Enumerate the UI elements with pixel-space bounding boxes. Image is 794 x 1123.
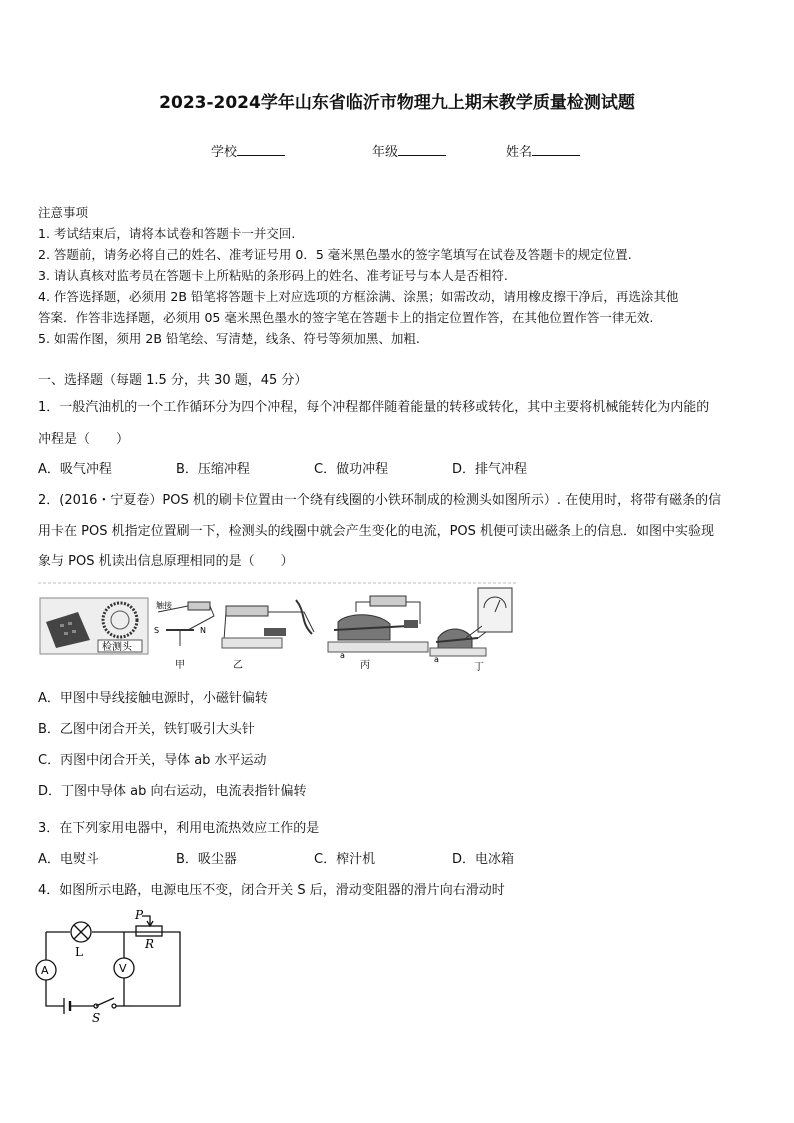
q3-option-b[interactable]: B．吸尘器 bbox=[176, 852, 237, 867]
figure-jia bbox=[154, 600, 214, 671]
lamp-l-label: L bbox=[75, 945, 83, 959]
q1-option-d[interactable]: D．排气冲程 bbox=[452, 462, 528, 477]
note-item: 2. 答题前，请务必将自己的姓名、准考证号用 0．5 毫米黑色墨水的签字笔填写在试卷及答题卡的规定位置. bbox=[38, 247, 632, 262]
q2-text: 2．(2016・宁夏卷）POS 机的刷卡位置由一个绕有线圈的小铁环制成的检测头如图所示）. 在使用时，将带有磁条的信 bbox=[38, 493, 722, 508]
q2-text: 象与 POS 机读出信息原理相同的是（ ） bbox=[38, 554, 294, 569]
detector-label: 检测头 bbox=[102, 642, 132, 653]
q1-text: 冲程是（ ） bbox=[38, 432, 130, 447]
q2-option-a[interactable]: A．甲图中导线接触电源时，小磁针偏转 bbox=[38, 691, 268, 706]
q2-option-c[interactable]: C．丙图中闭合开关，导体 ab 水平运动 bbox=[38, 753, 267, 768]
figure-ding bbox=[430, 588, 512, 673]
q2-option-b[interactable]: B．乙图中闭合开关，铁钉吸引大头针 bbox=[38, 722, 255, 737]
q1-option-a[interactable]: A．吸气冲程 bbox=[38, 462, 112, 477]
svg-text:a: a bbox=[340, 651, 345, 660]
svg-text:a: a bbox=[434, 655, 439, 664]
q3-option-c[interactable]: C．榨汁机 bbox=[314, 852, 376, 867]
name-field[interactable] bbox=[506, 141, 580, 160]
pos-detector-figure bbox=[40, 598, 148, 654]
note-item: 4. 作答选择题，必须用 2B 铅笔将答题卡上对应选项的方框涂满、涂黑；如需改动，请用橡皮擦干净后，再选涂其他 bbox=[38, 289, 679, 304]
switch-s-label: S bbox=[92, 1011, 101, 1025]
note-item: 1. 考试结束后，请将本试卷和答题卡一并交回. bbox=[38, 226, 296, 241]
svg-text:触接: 触接 bbox=[156, 601, 172, 610]
yi-label: 乙 bbox=[233, 660, 243, 671]
jia-label: 甲 bbox=[175, 660, 185, 671]
name-label: 姓名 bbox=[506, 145, 533, 160]
page-title: 2023-2024学年山东省临沂市物理九上期末教学质量检测试题 bbox=[159, 93, 635, 113]
voltmeter-label: V bbox=[119, 962, 127, 975]
grade-field[interactable] bbox=[372, 141, 446, 160]
notes-heading: 注意事项 bbox=[38, 205, 89, 220]
grade-label: 年级 bbox=[372, 145, 399, 160]
q3-text: 3．在下列家用电器中，利用电流热效应工作的是 bbox=[38, 821, 320, 836]
q1-text: 1．一般汽油机的一个工作循环分为四个冲程，每个冲程都伴随着能量的转移或转化，其中主要将机械能转化为内能的 bbox=[38, 400, 710, 415]
note-item: 3. 请认真核对监考员在答题卡上所粘贴的条形码上的姓名、准考证号与本人是否相符. bbox=[38, 268, 508, 283]
slider-p-label: P bbox=[135, 908, 144, 922]
bing-label: 丙 bbox=[360, 660, 370, 671]
school-blank[interactable] bbox=[237, 143, 285, 156]
q3-option-a[interactable]: A．电熨斗 bbox=[38, 852, 99, 867]
figure-bing bbox=[328, 596, 428, 671]
q4-circuit-diagram bbox=[32, 906, 192, 1026]
svg-text:N: N bbox=[200, 626, 206, 635]
ding-label: 丁 bbox=[474, 662, 484, 673]
q1-option-c[interactable]: C．做功冲程 bbox=[314, 462, 389, 477]
q2-option-d[interactable]: D．丁图中导体 ab 向右运动，电流表指针偏转 bbox=[38, 784, 307, 799]
name-blank[interactable] bbox=[532, 143, 580, 156]
q4-text: 4．如图所示电路，电源电压不变，闭合开关 S 后，滑动变阻器的滑片向右滑动时 bbox=[38, 883, 505, 898]
section-heading: 一、选择题（每题 1.5 分，共 30 题，45 分） bbox=[38, 373, 308, 388]
school-field[interactable] bbox=[211, 141, 285, 160]
school-label: 学校 bbox=[211, 145, 238, 160]
note-item: 5. 如需作图，须用 2B 铅笔绘、写清楚，线条、符号等须加黑、加粗. bbox=[38, 331, 420, 346]
note-item: 答案．作答非选择题，必须用 05 毫米黑色墨水的签字笔在答题卡上的指定位置作答，在其他位置作答一律无效. bbox=[38, 310, 654, 325]
q1-option-b[interactable]: B．压缩冲程 bbox=[176, 462, 250, 477]
grade-blank[interactable] bbox=[398, 143, 446, 156]
ammeter-label: A bbox=[41, 964, 49, 977]
figure-yi bbox=[222, 600, 314, 671]
resistor-r-label: R bbox=[145, 937, 155, 951]
q2-text: 用卡在 POS 机指定位置刷一下，检测头的线圈中就会产生变化的电流，POS 机便可读出磁条上的信息．如图中实验现 bbox=[38, 524, 715, 539]
q2-figure bbox=[38, 582, 518, 674]
svg-text:S: S bbox=[154, 626, 160, 635]
q3-option-d[interactable]: D．电冰箱 bbox=[452, 852, 515, 867]
